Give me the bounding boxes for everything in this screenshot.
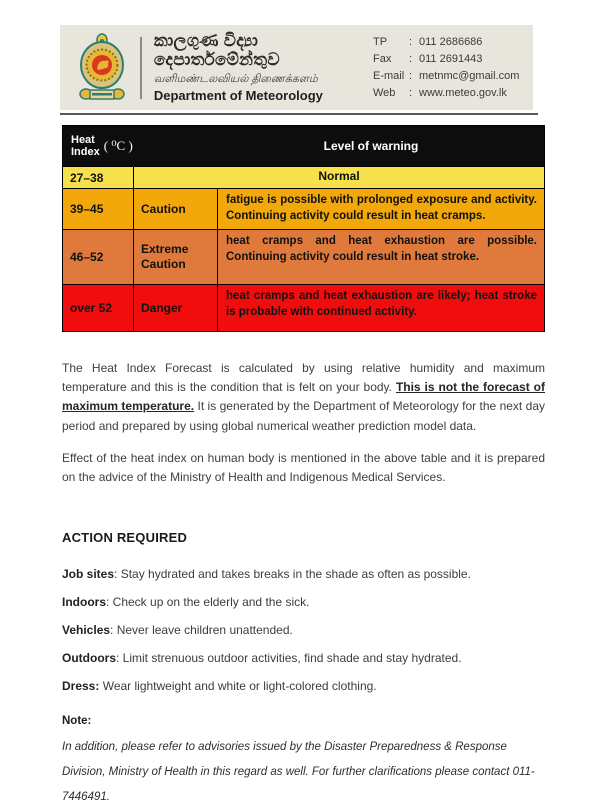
action-item-dress [62,679,545,693]
letterhead-divider [140,37,142,99]
range-cell: 46–52 [63,230,134,284]
paragraph-text: It is generated by the Department of Meteorology for the next day period and prepared by using global numerical weather prediction model data. [62,399,545,433]
phone-number: 011 2686686 [419,35,483,48]
letterhead-rule [60,113,538,115]
level-cell: Extreme Caution [134,230,218,284]
contact-block [373,34,523,102]
contact-row-email [373,68,523,85]
description-cell: fatigue is possible with prolonged exposure and activity. Continuing activity could result in heat cramps. [226,194,537,223]
department-emblem-icon [76,32,128,104]
heat-index-header-cell [63,134,218,158]
heat-index-table [62,125,545,332]
description-cell: heat cramps and heat exhaustion are likely; heat stroke is probable with continued activity. [226,290,537,319]
action-text: Check up on the elderly and the sick. [112,595,310,610]
title-english: Department of Meteorology [153,88,323,104]
note-text: In addition, please refer to advisories issued by the Disaster Preparedness & Response Division, Ministry of Health in this regard as well. For further clarifications please contact 011-7446491. [62,741,535,803]
action-label: Job sites [62,567,115,582]
table-row-extreme-caution [63,229,544,284]
fax-number: 011 2691443 [419,52,483,65]
contact-row-tp [373,34,523,51]
letterhead-titles [154,31,373,105]
website-address: www.meteo.gov.lk [419,86,507,99]
action-list [62,567,545,693]
action-label: Indoors [62,595,106,610]
action-separator: : [114,567,121,582]
heat-index-label [71,134,100,158]
action-required-heading: ACTION REQUIRED [62,530,188,546]
paragraph-text: The Heat Index Forecast is calculated by using relative humidity and maximum temperature and this is the condition that is felt on your body. [62,361,545,395]
level-cell: Danger [134,285,218,331]
action-item-outdoors [62,651,545,665]
title-tamil: வளிமண்டலவியல் திணைக்களம் [153,72,318,85]
action-text: Limit strenuous outdoor activities, find shade and stay hydrated. [122,651,462,666]
action-separator: : [116,651,123,666]
contact-label: Fax [373,52,392,65]
not-max-temperature-emphasis: This is not the forecast of maximum temperature. [62,380,545,414]
action-text: Wear lightweight and white or light-colored clothing. [102,679,377,694]
celsius-unit-label: ( ⁰C ) [103,138,133,153]
range-cell: 39–45 [63,189,134,229]
level-of-warning-header-cell: Level of warning [323,139,419,153]
contact-colon: : [409,35,413,48]
level-cell: Normal [318,169,360,183]
description-cell: heat cramps and heat exhaustion are possible. Continuing activity could result in heat stroke. [226,235,537,264]
action-label: Outdoors [62,651,116,666]
action-item-vehicles [62,623,545,637]
contact-colon: : [409,86,413,99]
title-sinhala: කාලගුණ විද්‍යා දෙපාර්තමේන්තුව [153,30,280,70]
range-cell: 27–38 [63,167,134,188]
range-cell: over 52 [63,285,134,331]
contact-row-fax [373,51,523,68]
action-text: Never leave children unattended. [116,623,293,638]
heat-index-label-line1: Heat [71,134,95,146]
action-label: Dress: [62,679,100,694]
action-separator: : [110,623,117,638]
action-item-job-sites [62,567,545,581]
table-header-row [63,126,544,166]
action-separator: : [106,595,113,610]
letterhead [60,25,533,110]
action-text: Stay hydrated and takes breaks in the shade as often as possible. [120,567,471,582]
email-address: metnmc@gmail.com [419,69,520,82]
heat-index-label-line2: Index [71,146,100,158]
action-item-indoors [62,595,545,609]
contact-colon: : [409,69,413,82]
contact-row-web [373,85,523,102]
level-cell: Caution [134,189,218,229]
contact-label: TP [373,35,388,48]
contact-label: E-mail [373,69,405,82]
table-row-caution [63,188,544,229]
contact-colon: : [409,52,413,65]
contact-label: Web [373,86,396,99]
table-row-danger [63,284,544,331]
forecast-explanation-paragraph [62,359,545,436]
health-advice-paragraph: Effect of the heat index on human body is mentioned in the above table and it is prepared on the advice of the Ministry of Health and Indigenous Medical Services. [62,450,545,484]
table-row-normal [63,166,544,188]
note-heading: Note: [62,715,92,728]
action-label: Vehicles [62,623,111,638]
